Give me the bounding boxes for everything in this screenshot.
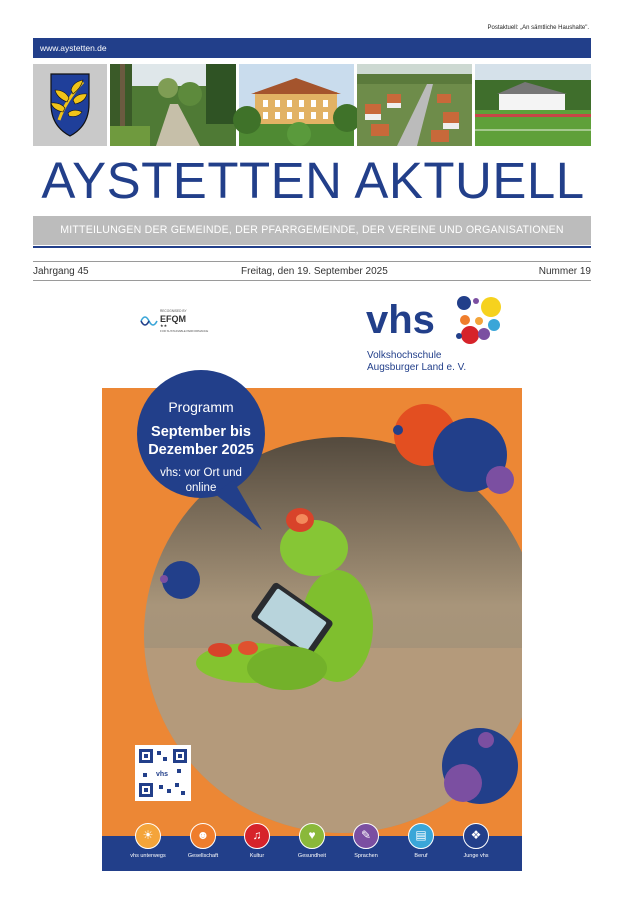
category-vhs-unterwegs[interactable] xyxy=(117,823,179,859)
photo-village-aerial xyxy=(357,64,472,146)
category-kultur[interactable] xyxy=(226,823,288,859)
music-icon: ♫ xyxy=(244,823,270,849)
bubble-mode-2: online xyxy=(185,482,217,494)
vhs-region-line: Augsburger Land e. V. xyxy=(367,362,467,373)
meta-rule-bottom xyxy=(33,280,591,281)
vhs-logo-text: vhs xyxy=(366,298,435,342)
subtitle-rule xyxy=(33,246,591,248)
bubble-mode-1: vhs: vor Ort und xyxy=(160,467,242,479)
people-icon: ☻ xyxy=(190,823,216,849)
category-beruf[interactable] xyxy=(390,823,452,859)
category-label: Kultur xyxy=(249,853,265,859)
heart-icon: ♥ xyxy=(299,823,325,849)
efqm-logo xyxy=(138,303,209,343)
coat-of-arms xyxy=(33,64,107,146)
vhs-subtitle xyxy=(367,350,466,374)
qr-vhs-label: vhs xyxy=(156,771,169,778)
efqm-recognised-text: RECOGNISED BY xyxy=(160,309,187,313)
photo-forest-path xyxy=(110,64,236,146)
network-icon: ❖ xyxy=(463,823,489,849)
category-gesundheit[interactable] xyxy=(281,823,343,859)
photo-castle xyxy=(239,64,354,146)
category-sprachen[interactable] xyxy=(335,823,397,859)
category-junge-vhs[interactable] xyxy=(445,823,507,859)
speech-icon: ✎ xyxy=(353,823,379,849)
category-label: vhs unterwegs xyxy=(130,853,166,859)
jahrgang: Jahrgang 45 xyxy=(33,266,89,277)
postaktuell-note: Postaktuell: „An sämtliche Haushalte". xyxy=(487,25,589,31)
sun-icon: ☀ xyxy=(135,823,161,849)
subtitle-text: MITTEILUNGEN DER GEMEINDE, DER PFARRGEMEINDE, DER VEREINE UND ORGANISATIONEN xyxy=(60,224,564,236)
efqm-name-text: EFQM xyxy=(160,314,186,324)
category-label: Sprachen xyxy=(354,853,378,859)
svg-text:★★: ★★ xyxy=(160,323,168,328)
bubble-programm: Programm xyxy=(168,399,234,415)
category-gesellschaft[interactable] xyxy=(172,823,234,859)
meta-rule-top xyxy=(33,261,591,262)
bubble-period-1: September bis xyxy=(151,424,251,440)
url-bar xyxy=(33,38,591,58)
category-label: Gesundheit xyxy=(297,853,327,859)
issue-number: Nummer 19 xyxy=(538,266,591,277)
briefcase-icon: ▤ xyxy=(408,823,434,849)
photo-sports-field xyxy=(475,64,591,146)
efqm-sustainable-text: FOR SUSTAINABLE PERFORMANCE xyxy=(160,329,209,333)
category-label: Gesellschaft xyxy=(187,853,219,859)
website-link[interactable]: www.aystetten.de xyxy=(40,43,107,53)
vhs-name-line: Volkshochschule xyxy=(367,350,442,361)
subtitle-bar xyxy=(33,216,591,245)
category-label: Junge vhs xyxy=(463,853,489,859)
issue-date: Freitag, den 19. September 2025 xyxy=(241,266,388,277)
category-label: Beruf xyxy=(414,853,428,859)
newspaper-title: AYSTETTEN AKTUELL xyxy=(41,152,585,209)
bubble-period-2: Dezember 2025 xyxy=(148,442,254,458)
